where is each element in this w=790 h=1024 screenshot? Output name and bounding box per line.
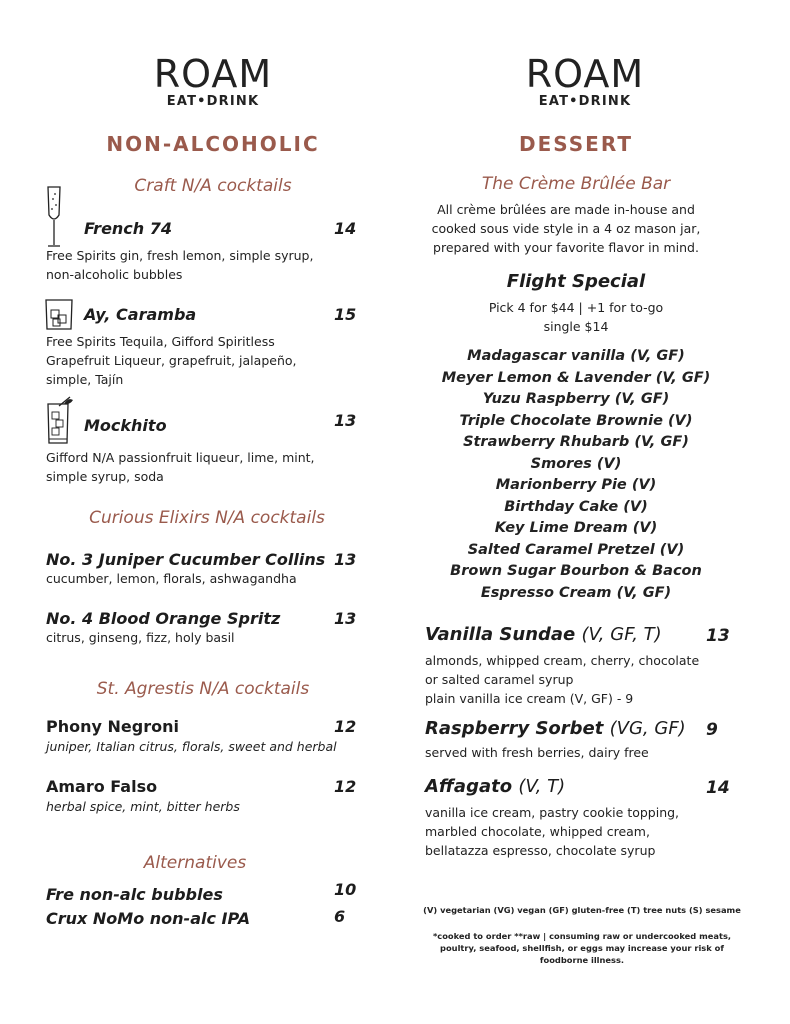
item-name-french-74: French 74 xyxy=(84,219,173,238)
item-price: 13 xyxy=(334,550,357,569)
dessert-name-raspberry-sorbet: Raspberry Sorbet (VG, GF) xyxy=(425,718,686,739)
list-item: Brown Sugar Bourbon & Bacon xyxy=(450,563,702,579)
item-price: 6 xyxy=(334,907,346,926)
list-item: Salted Caramel Pretzel (V) xyxy=(467,541,685,558)
roam-logo-left xyxy=(118,52,308,109)
item-price: 9 xyxy=(706,720,718,740)
item-price: 15 xyxy=(334,305,357,324)
dessert-name-vanilla-sundae: Vanilla Sundae (V, GF, T) xyxy=(425,624,662,645)
item-price: 14 xyxy=(706,778,730,798)
item-description: juniper, Italian citrus, florals, sweet and herbal xyxy=(46,739,337,754)
item-name-amaro-falso: Amaro Falso xyxy=(46,777,158,796)
craft-heading: Craft N/A cocktails xyxy=(134,176,292,196)
list-item: Madagascar vanilla (V, GF) xyxy=(467,348,685,364)
item-name-blood-orange-spritz: No. 4 Blood Orange Spritz xyxy=(46,609,281,628)
item-description: Free Spirits gin, fresh lemon, simple syrup, non-alcoholic bubbles xyxy=(46,248,314,282)
creme-brulee-description: All crème brûlées are made in-house and cooked sous vide style in a 4 oz mason jar, prepared with your favorite flavor in mind. xyxy=(431,202,701,255)
dietary-tag: (VG, GF) xyxy=(609,718,686,739)
item-price: 10 xyxy=(334,880,357,899)
elixirs-heading: Curious Elixirs N/A cocktails xyxy=(89,508,325,528)
list-item: Key Lime Dream (V) xyxy=(494,520,658,536)
item-name-ay-caramba: Ay, Caramba xyxy=(84,305,197,324)
logo-wordmark: ROAM xyxy=(153,52,273,96)
item-name-phony-negroni: Phony Negroni xyxy=(46,717,179,736)
flight-special-line-2: single $14 xyxy=(543,319,609,334)
item-price: 13 xyxy=(334,609,357,628)
item-description: herbal spice, mint, bitter herbs xyxy=(46,799,240,814)
item-description: almonds, whipped cream, cherry, chocolate or salted caramel syrup plain vanilla ice cream (V, GF) - 9 xyxy=(425,653,700,706)
agrestis-heading: St. Agrestis N/A cocktails xyxy=(96,679,310,699)
item-name-juniper-collins: No. 3 Juniper Cucumber Collins xyxy=(46,550,326,569)
item-price: 12 xyxy=(334,777,357,796)
flavor-list xyxy=(410,346,742,604)
list-item: Yuzu Raspberry (V, GF) xyxy=(482,391,670,407)
item-name-fre-bubbles: Fre non-alc bubbles xyxy=(46,885,223,904)
item-price: 13 xyxy=(706,626,730,646)
list-item: Smores (V) xyxy=(530,455,622,472)
item-description: vanilla ice cream, pastry cookie topping, marbled chocolate, whipped cream, bellatazza espresso, chocolate syrup xyxy=(425,805,680,858)
item-price: 14 xyxy=(334,219,357,238)
highball-glass-icon xyxy=(44,396,74,446)
logo-tagline: EAT•DRINK xyxy=(538,94,632,109)
food-safety-warning: *cooked to order **raw | consuming raw or undercooked meats, poultry, seafood, shellfish, or eggs may increase your risk of foodborne illness. xyxy=(432,931,732,965)
item-description: citrus, ginseng, fizz, holy basil xyxy=(46,630,235,645)
roam-logo-right xyxy=(490,52,680,109)
alternatives-heading: Alternatives xyxy=(143,853,247,873)
champagne-flute-icon xyxy=(44,185,64,249)
list-item: Meyer Lemon & Lavender (V, GF) xyxy=(441,369,711,386)
item-description: Free Spirits Tequila, Gifford Spiritless Grapefruit Liqueur, grapefruit, jalapeño, simple, Tajín xyxy=(46,334,297,387)
item-description: cucumber, lemon, florals, ashwagandha xyxy=(46,571,297,586)
dietary-tag: (V, T) xyxy=(518,776,566,797)
list-item: Strawberry Rhubarb (V, GF) xyxy=(463,434,689,450)
item-price: 13 xyxy=(334,411,357,430)
flight-special-heading: Flight Special xyxy=(506,271,646,292)
flight-special-line-1: Pick 4 for $44 | +1 for to-go xyxy=(488,300,664,315)
list-item: Birthday Cake (V) xyxy=(504,498,648,515)
item-name-crux-nomo: Crux NoMo non-alc IPA xyxy=(46,909,251,928)
dietary-tag: (V, GF, T) xyxy=(581,624,662,645)
item-price: 12 xyxy=(334,717,357,736)
list-item: Triple Chocolate Brownie (V) xyxy=(459,412,693,429)
item-name-mockhito: Mockhito xyxy=(84,416,167,435)
logo-tagline: EAT•DRINK xyxy=(166,94,260,109)
list-item: Marionberry Pie (V) xyxy=(495,477,657,493)
logo-wordmark: ROAM xyxy=(525,52,645,96)
rocks-glass-icon xyxy=(44,298,74,332)
dessert-name-affagato: Affagato (V, T) xyxy=(425,776,566,797)
non-alcoholic-title: NON-ALCOHOLIC xyxy=(106,132,320,156)
dessert-title: DESSERT xyxy=(519,132,633,156)
item-description: Gifford N/A passionfruit liqueur, lime, mint, simple syrup, soda xyxy=(46,450,315,484)
dietary-legend: (V) vegetarian (VG) vegan (GF) gluten-free (T) tree nuts (S) sesame xyxy=(423,905,741,915)
item-description: served with fresh berries, dairy free xyxy=(425,745,649,760)
creme-brulee-heading: The Crème Brûlée Bar xyxy=(481,174,671,194)
list-item: Espresso Cream (V, GF) xyxy=(480,584,672,601)
